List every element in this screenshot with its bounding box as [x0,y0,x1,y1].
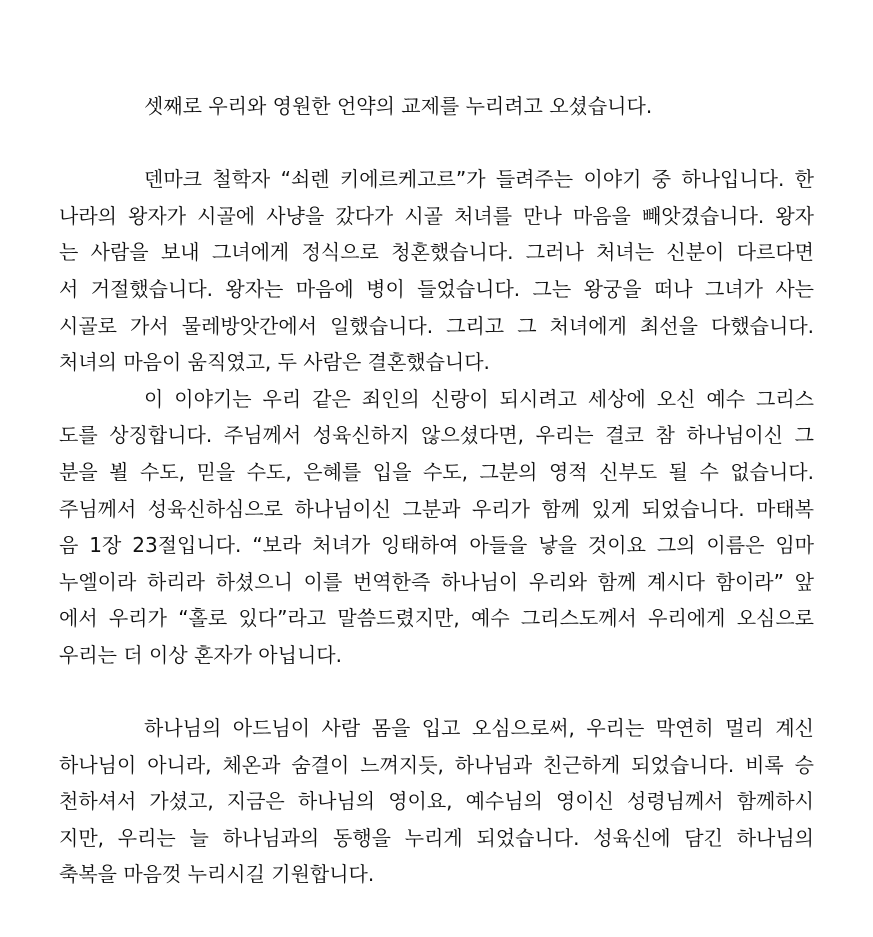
text-line: 주님께서 성육신하심으로 하나님이신 그분과 우리가 함께 있게 되었습니다. 마태복 [59,496,814,521]
paragraph-1 [59,88,814,125]
paragraph-3 [59,381,814,674]
text-line: 천하셔서 가셨고, 지금은 하나님의 영이요, 예수님의 영이신 성령님께서 함께하시 [59,789,814,814]
document-body [59,88,814,893]
text-line: 셋째로 우리와 영원한 언약의 교제를 누리려고 오셨습니다. [144,94,653,118]
text-line: 우리는 더 이상 혼자가 아닙니다. [59,642,342,667]
text-line: 덴마크 철학자 “쇠렌 키에르케고르”가 들려주는 이야기 중 하나입니다. 한 [144,167,814,192]
text-line: 시골로 가서 물레방앗간에서 일했습니다. 그리고 그 처녀에게 최선을 다했습니다. [59,313,814,338]
text-line: 처녀의 마음이 움직였고, 두 사람은 결혼했습니다. [59,350,490,375]
text-line: 이 이야기는 우리 같은 죄인의 신랑이 되시려고 세상에 오신 예수 그리스 [144,386,814,411]
paragraph-2 [59,161,814,381]
paragraph-spacer [59,125,814,162]
text-line: 음 1장 23절입니다. “보라 처녀가 잉태하여 아들을 낳을 것이요 그의 이름은 임마 [59,533,814,558]
text-line: 서 거절했습니다. 왕자는 마음에 병이 들었습니다. 그는 왕궁을 떠나 그녀가 사는 [59,276,814,301]
text-line: 하나님의 아드님이 사람 몸을 입고 오심으로써, 우리는 막연히 멀리 계신 [144,716,814,741]
text-line: 에서 우리가 “홀로 있다”라고 말씀드렸지만, 예수 그리스도께서 우리에게 오심으로 [59,606,814,631]
text-line: 지만, 우리는 늘 하나님과의 동행을 누리게 되었습니다. 성육신에 담긴 하나님의 [59,825,814,850]
text-line: 축복을 마음껏 누리시길 기원합니다. [59,862,375,887]
text-line: 분을 뵐 수도, 믿을 수도, 은혜를 입을 수도, 그분의 영적 신부도 될 수 없습니다. [59,459,814,484]
text-line: 는 사람을 보내 그녀에게 정식으로 청혼했습니다. 그러나 처녀는 신분이 다르다면 [59,240,814,265]
text-line: 나라의 왕자가 시골에 사냥을 갔다가 시골 처녀를 만나 마음을 빼앗겼습니다. 왕자 [59,203,814,228]
paragraph-spacer [59,674,814,711]
text-line: 누엘이라 하리라 하셨으니 이를 번역한즉 하나님이 우리와 함께 계시다 함이라” 앞 [59,569,814,594]
text-line: 하나님이 아니라, 체온과 숨결이 느껴지듯, 하나님과 친근하게 되었습니다. 비록 승 [59,752,814,777]
text-line: 도를 상징합니다. 주님께서 성육신하지 않으셨다면, 우리는 결코 참 하나님이신 그 [59,423,814,448]
paragraph-4 [59,710,814,893]
